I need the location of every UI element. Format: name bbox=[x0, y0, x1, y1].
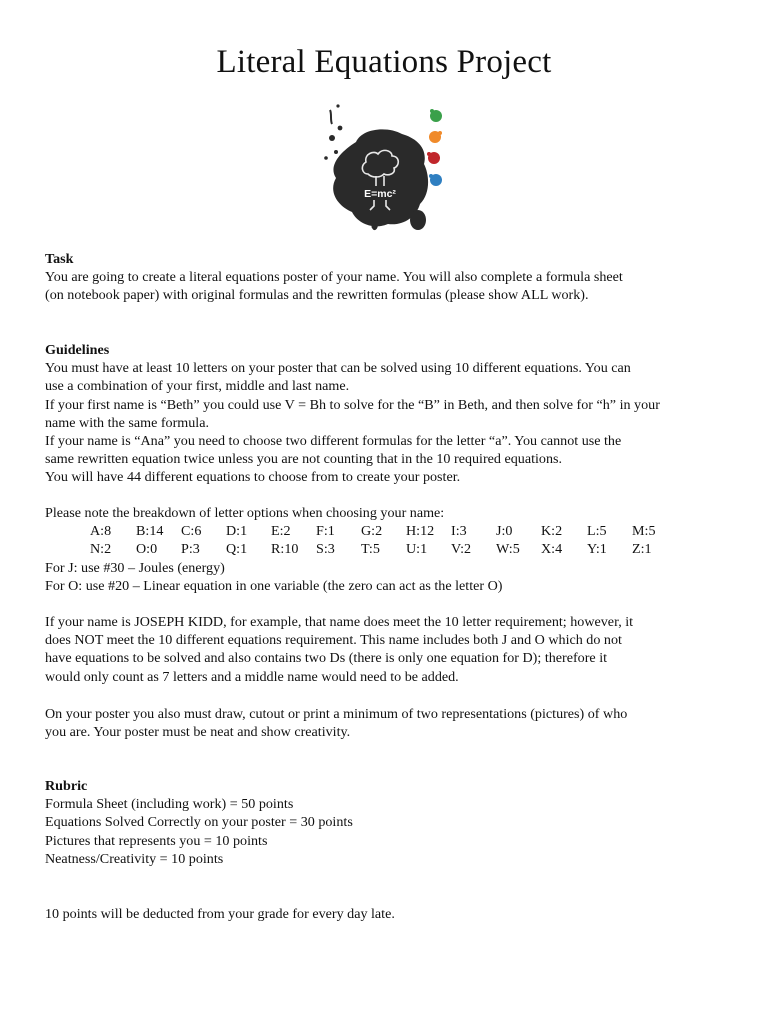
logo-formula-text: E=mc² bbox=[364, 188, 396, 200]
guidelines-line: You must have at least 10 letters on your poster that can be solved using 10 different equations. You can bbox=[45, 360, 631, 377]
late-policy bbox=[45, 905, 735, 923]
ink-splat-einstein-icon bbox=[318, 102, 452, 234]
letter-option: B:14 bbox=[136, 523, 164, 539]
letter-option: T:5 bbox=[361, 541, 380, 558]
letter-row bbox=[90, 522, 690, 540]
letter-option: W:5 bbox=[496, 541, 520, 558]
letter-option: O:0 bbox=[136, 541, 158, 558]
page-title: Literal Equations Project bbox=[216, 44, 552, 80]
letter-option: K:2 bbox=[541, 523, 563, 539]
letter-option: L:5 bbox=[587, 523, 607, 539]
letter-option: P:3 bbox=[181, 541, 200, 558]
note-line: For J: use #30 – Joules (energy) bbox=[45, 560, 225, 576]
task-heading: Task bbox=[45, 251, 74, 267]
letter-option: F:1 bbox=[316, 523, 335, 539]
rubric-item: Formula Sheet (including work) = 50 points bbox=[45, 796, 294, 813]
letter-option: U:1 bbox=[406, 541, 428, 558]
letter-option: S:3 bbox=[316, 541, 335, 558]
letter-option: V:2 bbox=[451, 541, 472, 558]
letter-option: E:2 bbox=[271, 523, 291, 539]
letter-option: C:6 bbox=[181, 523, 202, 539]
letter-row bbox=[90, 540, 690, 558]
letter-option: Q:1 bbox=[226, 541, 248, 558]
guidelines-line: name with the same formula. bbox=[45, 414, 209, 431]
guidelines-line: use a combination of your first, middle and last name. bbox=[45, 378, 350, 395]
letter-option: Y:1 bbox=[587, 541, 607, 558]
color-dots bbox=[427, 109, 442, 186]
late-policy-text: 10 points will be deducted from your grade for every day late. bbox=[45, 906, 395, 922]
letter-option: X:4 bbox=[541, 541, 563, 558]
example-line: have equations to be solved and also contains two Ds (there is only one equation for D); therefore it bbox=[45, 650, 608, 667]
poster-line: On your poster you also must draw, cutout or print a minimum of two representations (pictures) of who bbox=[45, 706, 628, 722]
letter-option: M:5 bbox=[632, 523, 656, 539]
rubric-section bbox=[45, 777, 735, 868]
letter-option: H:12 bbox=[406, 523, 435, 539]
task-line: (on notebook paper) with original formulas and the rewritten formulas (please show ALL work). bbox=[45, 287, 589, 304]
guidelines-heading: Guidelines bbox=[45, 342, 110, 358]
guidelines-line: If your name is “Ana” you need to choose two different formulas for the letter “a”. You cannot use the bbox=[45, 433, 622, 450]
letter-notes bbox=[45, 559, 735, 595]
rubric-item: Pictures that represents you = 10 points bbox=[45, 832, 268, 849]
letter-option: R:10 bbox=[271, 541, 299, 558]
letter-option: N:2 bbox=[90, 541, 112, 558]
letter-option: D:1 bbox=[226, 523, 248, 539]
guidelines-line: You will have 44 different equations to choose from to create your poster. bbox=[45, 469, 461, 486]
guidelines-line: If your first name is “Beth” you could use V = Bh to solve for the “B” in Beth, and then solve for “h” in your bbox=[45, 396, 660, 413]
note-line: For O: use #20 – Linear equation in one variable (the zero can act as the letter O) bbox=[45, 578, 503, 595]
task-line: You are going to create a literal equations poster of your name. You will also complete a formula sheet bbox=[45, 269, 623, 286]
poster-line: you are. Your poster must be neat and show creativity. bbox=[45, 724, 351, 741]
rubric-item: Neatness/Creativity = 10 points bbox=[45, 850, 224, 867]
guidelines-section bbox=[45, 341, 735, 487]
task-section bbox=[45, 250, 735, 305]
letter-options-table bbox=[90, 522, 690, 558]
example-line: If your name is JOSEPH KIDD, for example, that name does meet the 10 letter requirement; however, it bbox=[45, 614, 634, 630]
letter-option: G:2 bbox=[361, 523, 383, 539]
letter-option: J:0 bbox=[496, 523, 513, 539]
example-paragraph bbox=[45, 613, 735, 686]
example-line: would only count as 7 letters and a middle name would need to be added. bbox=[45, 668, 459, 685]
letter-option: Z:1 bbox=[632, 541, 652, 558]
rubric-heading: Rubric bbox=[45, 778, 88, 794]
poster-paragraph bbox=[45, 705, 735, 741]
example-line: does NOT meet the 10 different equations requirement. This name includes both J and O which do not bbox=[45, 632, 622, 649]
guidelines-line: same rewritten equation twice unless you are not counting that in the 10 required equations. bbox=[45, 451, 563, 468]
breakdown-intro bbox=[45, 504, 735, 522]
breakdown-intro-text: Please note the breakdown of letter options when choosing your name: bbox=[45, 505, 445, 521]
letter-option: I:3 bbox=[451, 523, 467, 539]
rubric-item: Equations Solved Correctly on your poster = 30 points bbox=[45, 814, 353, 831]
letter-option: A:8 bbox=[90, 523, 112, 539]
